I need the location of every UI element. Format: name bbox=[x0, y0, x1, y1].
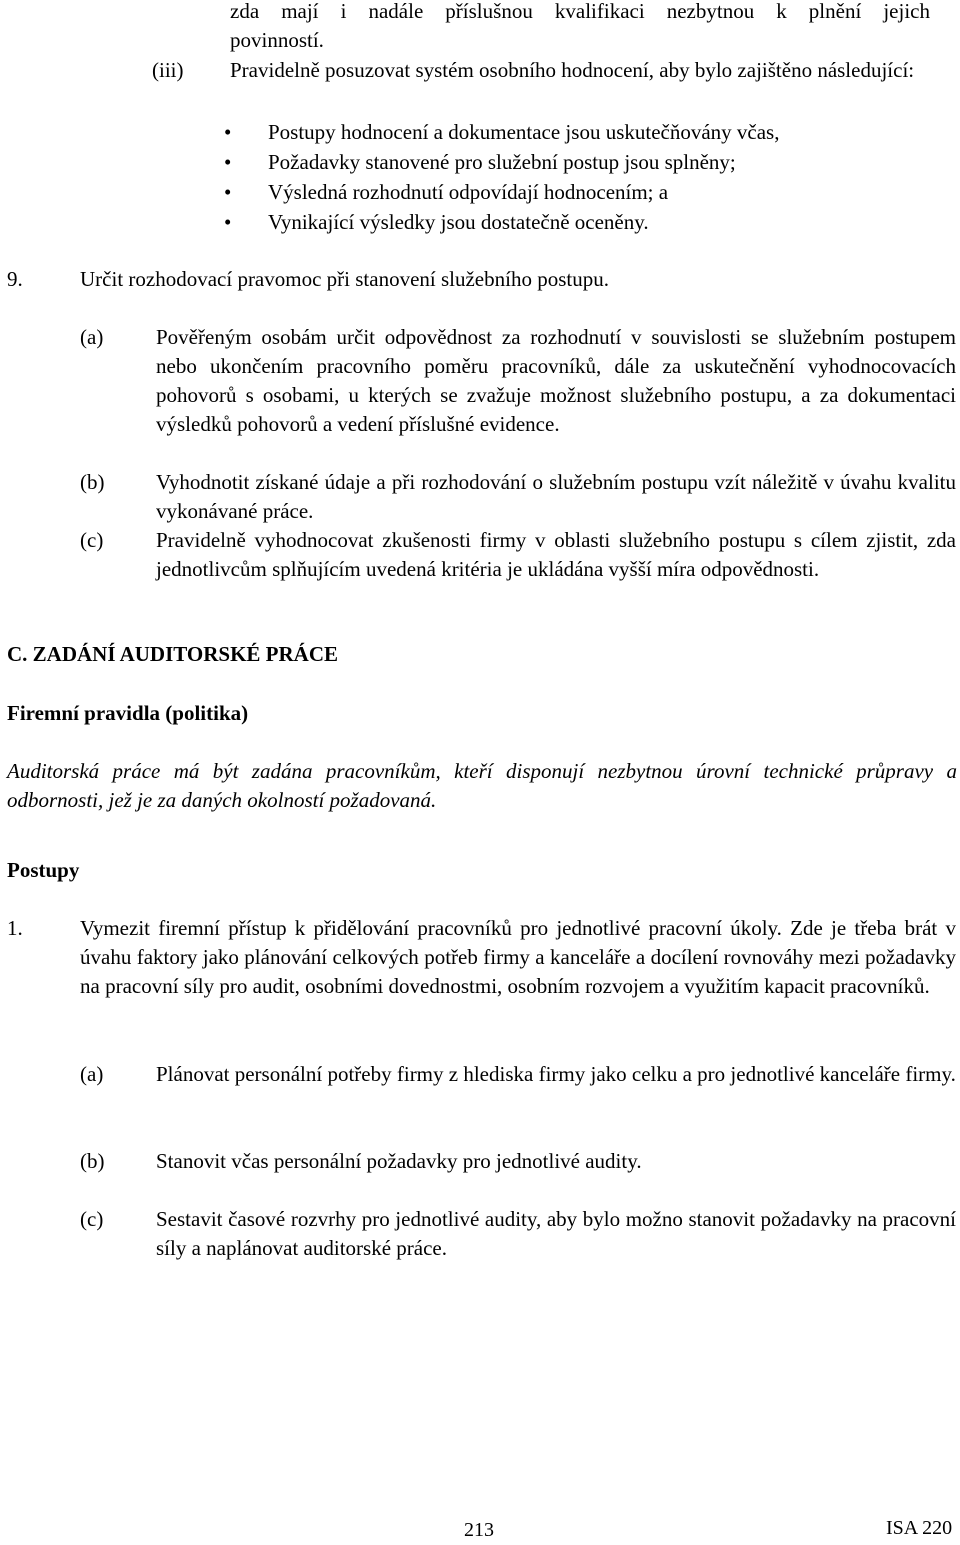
continuation-line-2: povinností. bbox=[230, 28, 324, 52]
item-1b-marker: (b) bbox=[80, 1149, 105, 1173]
item-iii-bullet-list bbox=[224, 117, 930, 237]
item-9-marker: 9. bbox=[7, 267, 23, 291]
item-9a-marker: (a) bbox=[80, 325, 104, 349]
page-number: 213 bbox=[464, 1519, 494, 1541]
item-9c-text: Pravidelně vyhodnocovat zkušenosti firmy v oblasti služebního postupu s cílem zjistit, zda jednotlivcům splňujícím uvedená kritéria je ukládána vyšší míra odpovědnosti. bbox=[156, 528, 956, 581]
item-9b-text: Vyhodnotit získané údaje a při rozhodování o služebním postupu vzít náležitě v úvahu kvalitu vykonávané práce. bbox=[156, 470, 956, 523]
procedures-heading: Postupy bbox=[7, 858, 80, 882]
item-iii-text: Pravidelně posuzovat systém osobního hodnocení, aby bylo zajištěno následující: bbox=[230, 58, 915, 82]
policy-text: Auditorská práce má být zadána pracovníkům, kteří disponují nezbytnou úrovní technické průpravy a odbornosti, jež je za daných okolností požadovaná. bbox=[7, 759, 957, 812]
item-9c-marker: (c) bbox=[80, 528, 104, 552]
section-c-heading: C. ZADÁNÍ AUDITORSKÉ PRÁCE bbox=[7, 642, 338, 666]
bullet-icon: • bbox=[224, 210, 232, 234]
item-1a-marker: (a) bbox=[80, 1062, 104, 1086]
list-item: • Výsledná rozhodnutí odpovídají hodnocením; a bbox=[230, 177, 930, 207]
list-item: • Vynikající výsledky jsou dostatečně oceněny. bbox=[230, 207, 930, 237]
item-1a-text: Plánovat personální potřeby firmy z hlediska firmy jako celku a pro jednotlivé kanceláře firmy. bbox=[156, 1062, 956, 1086]
continuation-line-1: zda mají i nadále příslušnou kvalifikaci nezbytnou k plnění jejich bbox=[230, 0, 930, 23]
item-9-text: Určit rozhodovací pravomoc při stanovení služebního postupu. bbox=[80, 267, 609, 291]
item-iii-marker: (iii) bbox=[152, 58, 184, 82]
item-1c-marker: (c) bbox=[80, 1207, 104, 1231]
item-1-text: Vymezit firemní přístup k přidělování pracovníků pro jednotlivé pracovní úkoly. Zde je třeba brát v úvahu faktory jako plánování celkových potřeb firmy a kanceláře a docílení rovnováhy mezi požadavky na pracovní síly pro audit, osobními dovednostmi, osobním rozvojem a využitím kapacit pracovníků. bbox=[80, 916, 956, 998]
list-item: • Požadavky stanovené pro služební postup jsou splněny; bbox=[230, 147, 930, 177]
item-9a-text: Pověřeným osobám určit odpovědnost za rozhodnutí v souvislosti se služebním postupem nebo ukončením pracovního poměru pracovníků, dále za uskutečnění vyhodnocovacích pohovorů s osobami, u kterých se zvažuje možnost služebního postupu, a za dokumentaci výsledků pohovorů a vedení příslušné evidence. bbox=[156, 325, 956, 436]
document-label: ISA 220 bbox=[886, 1517, 953, 1539]
item-9b-marker: (b) bbox=[80, 470, 105, 494]
item-1b-text: Stanovit včas personální požadavky pro jednotlivé audity. bbox=[156, 1149, 642, 1173]
bullet-icon: • bbox=[224, 120, 232, 144]
policy-heading: Firemní pravidla (politika) bbox=[7, 701, 249, 725]
bullet-icon: • bbox=[224, 150, 232, 174]
list-item: • Postupy hodnocení a dokumentace jsou uskutečňovány včas, bbox=[230, 117, 930, 147]
bullet-icon: • bbox=[224, 180, 232, 204]
item-1-marker: 1. bbox=[7, 916, 23, 940]
item-1c-text: Sestavit časové rozvrhy pro jednotlivé audity, aby bylo možno stanovit požadavky na pracovní síly a naplánovat auditorské práce. bbox=[156, 1207, 956, 1260]
